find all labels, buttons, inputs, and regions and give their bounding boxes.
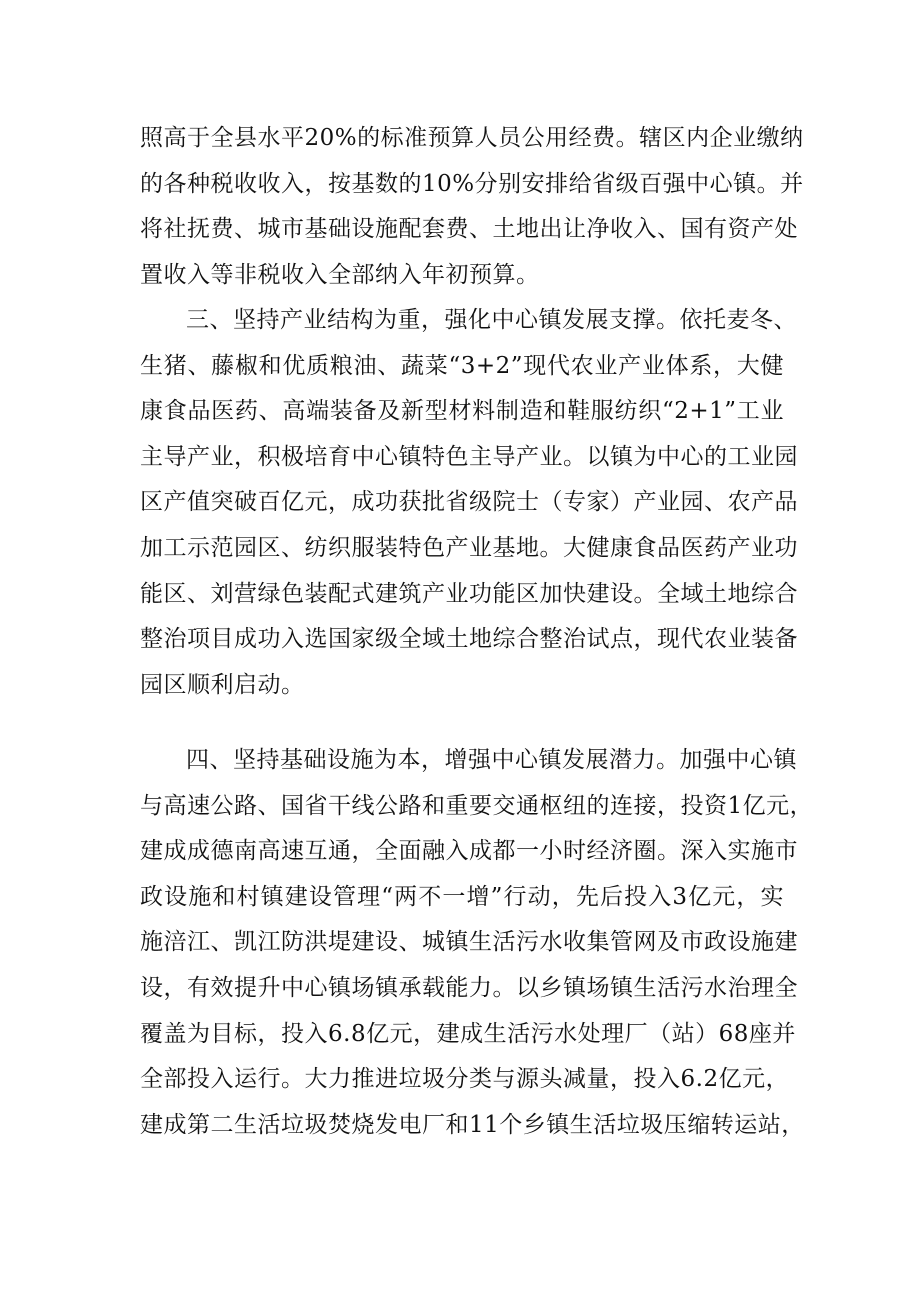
paragraph-line: 康食品医药、高端装备及新型材料制造和鞋服纺织“2+1”工业: [140, 398, 784, 425]
paragraph-line: 园区顺利启动。: [140, 671, 305, 698]
paragraph-line: 的各种税收收入，按基数的10%分别安排给省级百强中心镇。并: [140, 170, 804, 197]
paragraph-line: 施涪江、凯江防洪堤建设、城镇生活污水收集管网及市政设施建: [140, 929, 798, 956]
paragraph-fiscal-policy: [140, 116, 804, 298]
paragraph-line: 生猪、藤椒和优质粮油、蔬菜“3+2”现代农业产业体系，大健: [140, 352, 784, 379]
paragraph-line: 主导产业，积极培育中心镇特色主导产业。以镇为中心的工业园: [140, 443, 798, 470]
paragraph-line: 照高于全县水平20%的标准预算人员公用经费。辖区内企业缴纳: [140, 125, 804, 151]
paragraph-line: 政设施和村镇建设管理“两不一增”行动，先后投入3亿元，实: [140, 883, 784, 910]
paragraph-line: 建成成德南高速互通，全面融入成都一小时经济圈。深入实施市: [140, 838, 798, 865]
paragraph-line: 置收入等非税收入全部纳入年初预算。: [140, 261, 540, 288]
paragraph-line: 整治项目成功入选国家级全域土地综合整治试点，现代农业装备: [140, 626, 798, 653]
paragraph-line: 设，有效提升中心镇场镇承载能力。以乡镇场镇生活污水治理全: [140, 974, 798, 1001]
paragraph-industry-structure: [140, 298, 798, 708]
paragraph-line: 四、坚持基础设施为本，增强中心镇发展潜力。加强中心镇: [186, 747, 797, 773]
paragraph-infrastructure: [140, 738, 814, 1148]
paragraph-line: 全部投入运行。大力推进垃圾分类与源头减量，投入6.2亿元，: [140, 1066, 790, 1093]
paragraph-line: 加工示范园区、纺织服装特色产业基地。大健康食品医药产业功: [140, 534, 798, 561]
paragraph-line: 将社抚费、城市基础设施配套费、土地出让净收入、国有资产处: [140, 216, 798, 243]
paragraph-line: 建成第二生活垃圾焚烧发电厂和11个乡镇生活垃圾压缩转运站，: [140, 1111, 805, 1138]
paragraph-line: 三、坚持产业结构为重，强化中心镇发展支撑。依托麦冬、: [186, 307, 797, 333]
paragraph-line: 覆盖为目标，投入6.8亿元，建成生活污水处理厂（站）68座并: [140, 1020, 796, 1047]
paragraph-line: 区产值突破百亿元，成功获批省级院士（专家）产业园、农产品: [140, 489, 798, 516]
paragraph-line: 与高速公路、国省干线公路和重要交通枢纽的连接，投资1亿元，: [140, 792, 814, 819]
paragraph-line: 能区、刘营绿色装配式建筑产业功能区加快建设。全域土地综合: [140, 580, 798, 607]
